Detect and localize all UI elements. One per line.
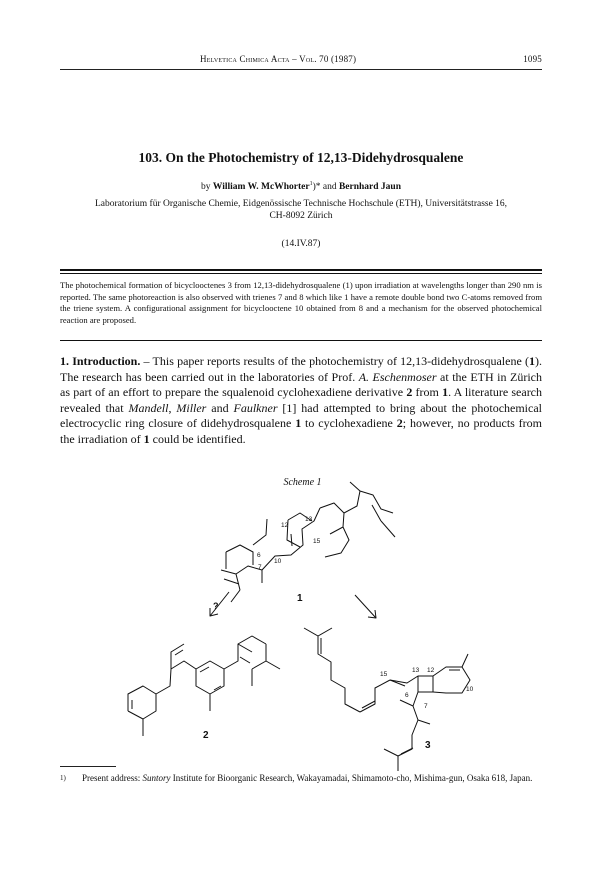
authors-prefix: by [201,182,211,193]
intro-text: to cyclohexadiene [301,416,397,431]
intro-text: and [206,400,234,415]
compound-ref: 1 [442,385,449,400]
person-name: Mandell [128,400,169,415]
footnote-prefix: Present address: [82,773,143,783]
received-date: (14.IV.87) [281,239,321,249]
intro-text: [1] had attempted to bring about the photochemical electrocyclic ring closure of didehydrosqualene [60,400,542,431]
intro-text: ; however, no products from the irradiation of [60,416,543,446]
compound-label-3: 3 [425,740,431,751]
atom-label-15: 15 [313,538,321,545]
intro-text: , [168,400,177,415]
atom-label-13: 13 [412,667,420,674]
atom-label-12: 12 [281,522,289,529]
footnote-text [82,772,542,784]
compound-ref: 1 [528,354,535,368]
atom-label-6: 6 [257,552,261,559]
intro-text: could be identified. [149,431,246,446]
footnote-rule [60,766,116,767]
footnote-rest: Institute for Bioorganic Research, Wakayamadai, Shimamoto-cho, Mishima-gun, Osaka 618, Japan. [170,773,533,783]
atom-label-15: 15 [380,671,388,678]
atom-label-10: 10 [274,558,282,565]
author-mcwhorter: William W. McWhorter [212,182,310,193]
heading-dash: – [140,354,153,368]
abstract: The photochemical formation of bicyclooctenes 3 from 12,13-didehydrosqualene (1) upon irradiation at wavelengths longer than 290 nm is reported. The same photoreaction is also observed with trienes 7 and 8 which like 1 have a remote double bond two C-atoms removed from the triene system. A configurational assignment for bicyclooctene 10 obtained from 8 and a mechanism for the observed photochemical reaction are proposed. [60,280,542,325]
affiliation-line-1: Laboratorium für Organische Chemie, Eidgenössische Technische Hochschule (ETH), Universitätstrasse 16, [94,199,508,209]
journal-name: Helvetica Chimica Acta – Vol. 70 (1987) [200,54,357,64]
intro-text: from [412,385,443,400]
person-name: Faulkner [233,400,278,415]
section-heading: 1. Introduction. [60,354,141,368]
article-title: 103. On the Photochemistry of 12,13-Didehydrosqualene [138,150,464,165]
atom-label-7: 7 [424,703,428,710]
intro-text: ). The research has been carried out in the laboratories of Prof. [60,354,542,384]
compound-label-2: 2 [203,730,209,741]
scheme-label: Scheme 1 [283,477,322,488]
intro-text: at the ETH in Zürich as part of an effort to prepare the squalenoid cyclohexadiene derivative [60,369,542,400]
reaction-arrows [210,592,376,618]
author-jaun: Bernhard Jaun [338,182,401,193]
author-star: )* [312,182,321,193]
affiliation-line-2: CH-8092 Zürich [269,211,333,221]
person-name: A. Eschenmoser [358,369,437,384]
compound-ref: 2 [406,385,413,400]
atom-label-6: 6 [405,692,409,699]
author-footnote-mark: 1 [309,181,313,187]
atom-label-13: 13 [305,516,313,523]
footnote-company: Suntory [142,773,171,783]
structure-compound-3 [304,628,470,771]
intro-text: This paper reports results of the photochemistry of 12,13-didehydrosqualene ( [152,354,529,368]
atom-label-10: 10 [466,686,474,693]
footnote-mark: 1) [60,774,66,782]
atom-label-7: 7 [258,564,262,571]
compound-ref: 1 [143,431,150,446]
structure-compound-1 [221,482,395,602]
page-number: 1095 [523,54,542,64]
compound-ref: 2 [396,416,403,431]
compound-ref: 1 [295,416,302,431]
intro-text: . A literature search revealed that [60,385,543,415]
structure-compound-2 [128,636,280,736]
authors-and: and [322,182,337,193]
person-name: Miller [176,400,207,415]
atom-label-12: 12 [427,667,435,674]
question-mark: ? [213,601,219,611]
compound-label-1: 1 [297,593,303,604]
